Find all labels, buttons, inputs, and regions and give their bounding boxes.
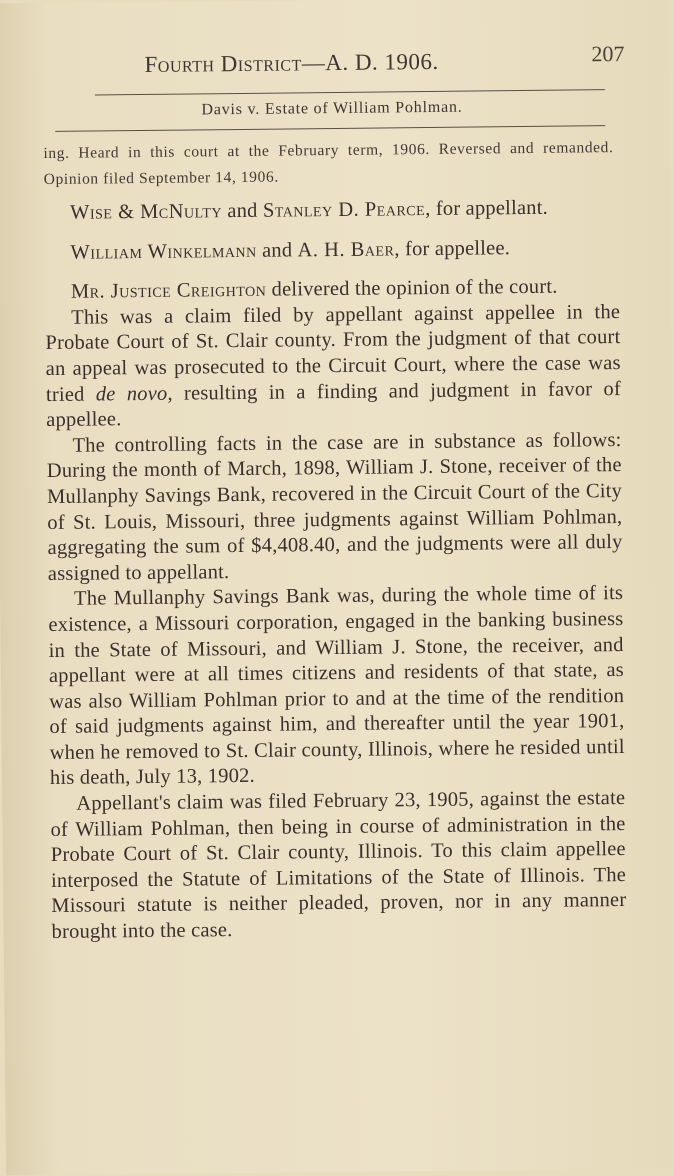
paragraph-1 (45, 300, 621, 434)
justice-name: Mr. Justice Creighton (70, 278, 267, 303)
appellee-counsel-names: William Winkelmann (70, 239, 257, 264)
caption-rule (55, 125, 605, 132)
paragraph-2: The controlling facts in the case are in substance as follows: During the month of March, 1898, William J. Stone, receiver of the Mullanphy Savings Bank, recovered in the Circuit Court of the City of St. Louis, Missouri, three judgments against William Pohlman, aggregating the sum of $4,408.40, and the judgments were all duly assigned to appellant. (46, 428, 623, 585)
paragraph-1-b: , resulting in a finding and judgment in favor of appellee. (46, 377, 622, 432)
running-title: Fourth District—A. D. 1906. (144, 48, 439, 77)
counsel-joiner: and (256, 238, 298, 262)
opinion-body (44, 195, 627, 946)
opinion-intro-rest: delivered the opinion of the court. (266, 275, 558, 301)
appellant-counsel-names: Wise & McNulty (69, 200, 223, 224)
appellant-counsel-line (44, 195, 619, 227)
appellee-counsel-names-2: A. H. Baer (297, 237, 395, 261)
paragraph-1-a: This was a claim filed by appellant against appellee in the Probate Court of St. Clair county. From the judgment of that court an appeal was prosecuted to the Circuit Court, where the case was tried (45, 300, 621, 406)
appellee-role: , for appellee. (394, 236, 511, 260)
counsel-joiner: and (221, 199, 264, 223)
paragraph-3: The Mullanphy Savings Bank was, during the whole time of its existence, a Missouri corporation, engaged in the banking business in the State of Missouri, and William J. Stone, the receiver, and appellant were at all times citizens and residents of that state, as was also William Pohlman prior to and at the time of the rendition of said judgments against him, and thereafter until the year 1901, when he removed to St. Clair county, Illinois, where he resided until his death, July 13, 1902. (48, 582, 625, 790)
appellant-role: , for appellant. (425, 196, 548, 221)
appellee-counsel-line (44, 235, 619, 267)
header-rule (95, 89, 605, 95)
page-number: 207 (591, 40, 625, 67)
appellant-counsel-names-2: Stanley D. Pearce (262, 198, 426, 222)
case-caption: Davis v. Estate of William Pohlman. (201, 98, 463, 119)
paragraph-1-italic: de novo (95, 382, 168, 406)
running-head (144, 40, 625, 82)
paragraph-4: Appellant's claim was filed February 23, 1905, against the estate of William Pohlman, then being in course of administration in the Probate Court of St. Clair county, Illinois. To this claim appellee interposed the Statute of Limitations of the State of Illinois. The Missouri statute is neither pleaded, proven, nor in any manner brought into the case. (50, 787, 627, 944)
opening-fragment: ing. Heard in this court at the February term, 1906. Reversed and remanded. Opinion filed September 14, 1906. (43, 139, 614, 189)
